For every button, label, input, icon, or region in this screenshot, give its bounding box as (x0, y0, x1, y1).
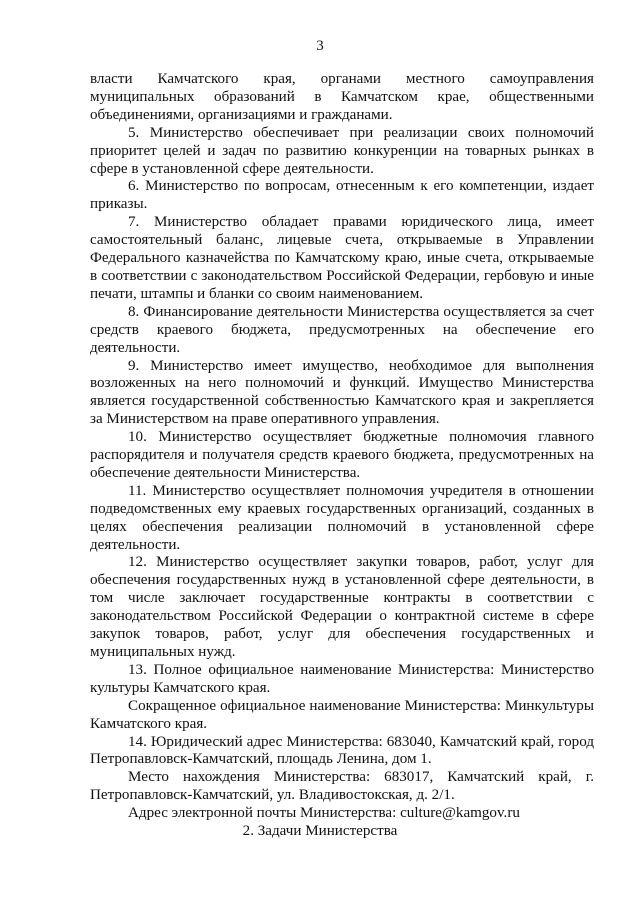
paragraph-location: Место нахождения Министерства: 683017, Камчатский край, г. Петропавловск-Камчатский, ул. Владивостокская, д. 2/1. (90, 769, 594, 804)
page-number: 3 (316, 38, 324, 54)
paragraph-9: 9. Министерство имеет имущество, необходимое для выполнения возложенных на него полномочий и функций. Имущество Министерства является государственной собственностью Камчатского края и закрепляется за Министерством на праве оперативного управления. (90, 357, 594, 428)
paragraph-7: 7. Министерство обладает правами юридического лица, имеет самостоятельный баланс, лицевые счета, открываемые в Управлении Федерального казначейства по Камчатскому краю, иные счета, открываемые в соответствии с законодательством Российской Федерации, гербовую и иные печати, штампы и бланки со своим наименованием. (90, 214, 594, 302)
paragraph-short-name: Сокращенное официальное наименование Министерства: Минкультуры Камчатского края. (90, 697, 594, 732)
paragraph-continuation: власти Камчатского края, органами местного самоуправления муниципальных образований в Камчатском крае, общественными объединениями, организациями и гражданами. (90, 71, 594, 123)
paragraph-5: 5. Министерство обеспечивает при реализации своих полномочий приоритет целей и задач по развитию конкуренции на товарных рынках в сфере в установленной сфере деятельности. (90, 124, 594, 177)
paragraph-email: Адрес электронной почты Министерства: culture@kamgov.ru (128, 805, 520, 822)
document-body (90, 71, 594, 823)
paragraph-12: 12. Министерство осуществляет закупки товаров, работ, услуг для обеспечения государственных нужд в установленной сфере деятельности, в том числе заключает государственные контракты в соответствии с законодательством Российской Федерации о контрактной системе в сфере закупок товаров, работ, услуг для обеспечения государственных и муниципальных нужд. (90, 554, 594, 660)
paragraph-14: 14. Юридический адрес Министерства: 683040, Камчатский край, город Петропавловск-Камчатский, площадь Ленина, дом 1. (90, 733, 594, 768)
paragraph-10: 10. Министерство осуществляет бюджетные полномочия главного распорядителя и получателя средств краевого бюджета, предусмотренных на обеспечение деятельности Министерства. (90, 429, 594, 481)
paragraph-11: 11. Министерство осуществляет полномочия учредителя в отношении подведомственных ему краевых государственных организаций, созданных в целях обеспечения реализации полномочий в установленной сфере деятельности. (90, 482, 594, 553)
section-heading: 2. Задачи Министерства (242, 823, 398, 839)
paragraph-8: 8. Финансирование деятельности Министерства осуществляется за счет средств краевого бюджета, предусмотренных на обеспечение его деятельности. (90, 303, 594, 356)
paragraph-6: 6. Министерство по вопросам, отнесенным к его компетенции, издает приказы. (90, 178, 594, 213)
paragraph-13: 13. Полное официальное наименование Министерства: Министерство культуры Камчатского края. (90, 661, 594, 696)
